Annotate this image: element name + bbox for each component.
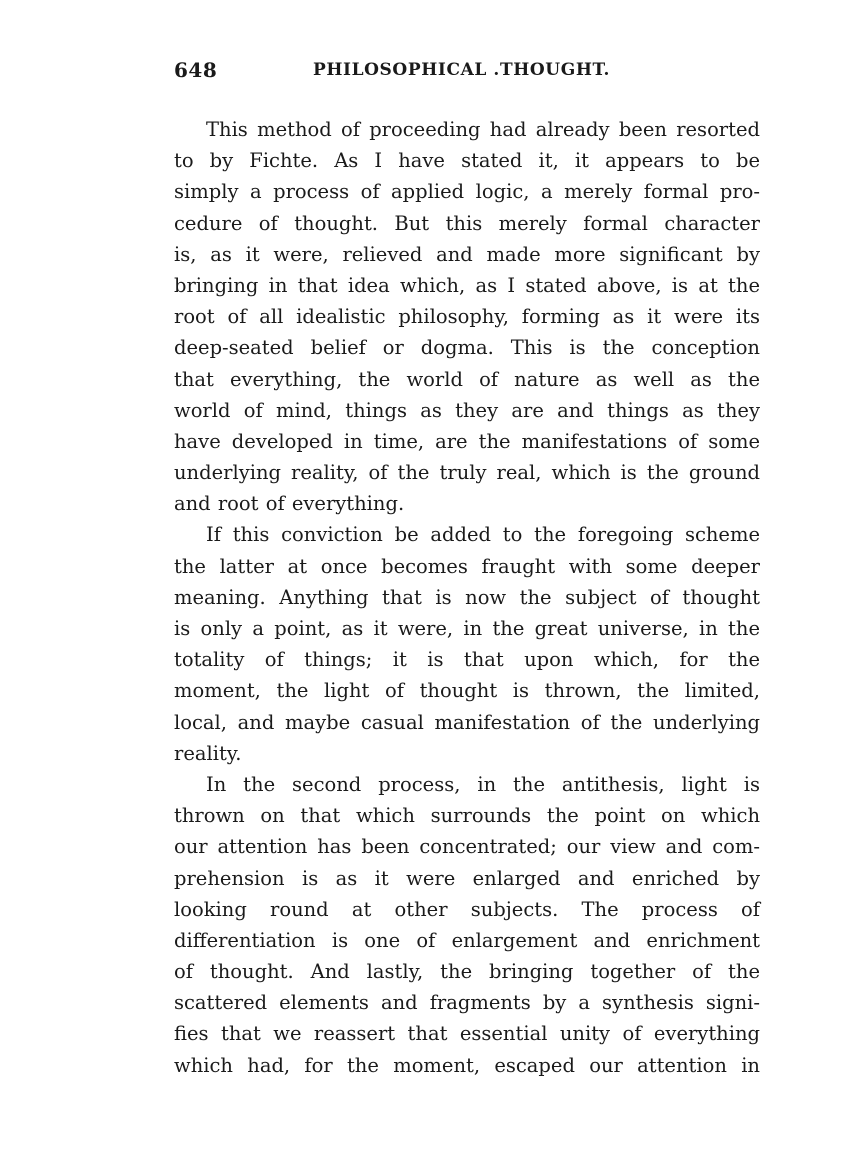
text-line: our attention has been concentrated; our view and com- [174,835,760,859]
text-line: deep-seated belief or dogma. This is the conception [174,336,760,360]
text-line: have developed in time, are the manifestations of some [174,429,760,453]
text-line: prehension is as it were enlarged and enriched by [174,866,760,890]
text-line: reality. [174,741,242,765]
text-line: world of mind, things as they are and things as they [174,398,760,422]
page-number: 648 [174,58,218,82]
text-line: is, as it were, relieved and made more significant by [174,242,760,266]
text-line: of thought. And lastly, the bringing together of the [174,960,760,984]
text-line: root of all idealistic philosophy, forming as it were its [174,305,760,329]
text-line: thrown on that which surrounds the point on which [174,804,760,828]
text-line: local, and maybe casual manifestation of the underlying [174,710,760,734]
text-line: looking round at other subjects. The process of [174,897,760,921]
text-line: In the second process, in the antithesis, light is [206,772,760,796]
text-line: is only a point, as it were, in the great universe, in the [174,617,760,640]
text-line: fies that we reassert that essential unity of everything [174,1022,760,1046]
body-text [174,114,760,1081]
paragraph-1 [174,114,760,519]
text-line: If this conviction be added to the foregoing scheme [206,523,760,547]
text-line: scattered elements and fragments by a synthesis signi- [174,991,760,1015]
text-line: totality of things; it is that upon which, for the [174,648,760,672]
text-line: simply a process of applied logic, a merely formal pro- [174,180,760,204]
running-head [174,58,760,94]
text-line: moment, the light of thought is thrown, the limited, [174,679,760,703]
text-line: the latter at once becomes fraught with some deeper [174,554,760,578]
text-line: and root of everything. [174,492,405,516]
text-line: bringing in that idea which, as I stated above, is at the [174,273,760,297]
running-title: PHILOSOPHICAL .THOUGHT. [313,60,611,80]
text-line: which had, for the moment, escaped our attention in [174,1053,760,1077]
text-line: to by Fichte. As I have stated it, it appears to be [174,149,760,173]
text-line: This method of proceeding had already been resorted [206,118,760,141]
text-line: that everything, the world of nature as well as the [174,367,760,391]
text-line: underlying reality, of the truly real, which is the ground [174,461,760,485]
text-line: meaning. Anything that is now the subject of thought [174,585,760,609]
text-line: differentiation is one of enlargement and enrichment [174,928,760,952]
paragraph-3 [174,769,760,1081]
text-line: cedure of thought. But this merely formal character [174,211,760,235]
book-page [174,58,760,1081]
paragraph-2 [174,519,760,769]
